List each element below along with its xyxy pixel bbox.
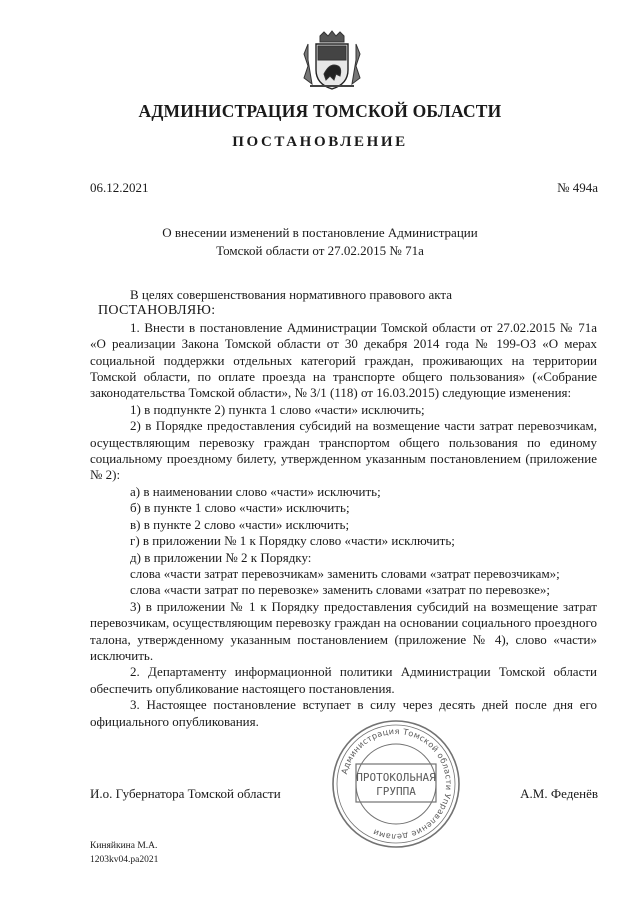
signatory-name: А.М. Феденёв (520, 786, 598, 801)
paragraph-1-2-b: б) в пункте 1 слово «части» исключить; (130, 500, 350, 516)
paragraph-1-2-a: а) в наименовании слово «части» исключить; (130, 483, 381, 499)
document-date: 06.12.2021 (90, 180, 149, 195)
paragraph-3: 3. Настоящее постановление вступает в силу через десять дней после дня его официального опубликования. (90, 697, 597, 729)
paragraph-1-2-d-2: слова «части затрат по перевозке» заменить словами «затрат по перевозке»; (130, 582, 551, 598)
paragraph-1-2-d-1: слова «части затрат перевозчикам» заменить словами «затрат перевозчикам»; (130, 565, 560, 581)
paragraph-2: 2. Департаменту информационной политики Администрации Томской области обеспечить опубликование настоящего постановления. (90, 664, 597, 696)
stamp-center-line-2: ГРУППА (376, 785, 416, 798)
subject-line-2: Томской области от 27.02.2015 № 71а (216, 243, 424, 258)
executor-file: 1203kv04.ра2021 (90, 855, 159, 865)
subject-line-1: О внесении изменений в постановление Администрации (162, 225, 478, 240)
executor-info (90, 839, 158, 867)
paragraph-1-2-g: г) в приложении № 1 к Порядку слово «части» исключить; (130, 533, 455, 549)
paragraph-1-2: 2) в Порядке предоставления субсидий на возмещение части затрат перевозчикам, осуществляющим перевозку граждан транспортом общего пользования по единому социальному проездному билету, утвержденном указанным постановлением (приложение № 2): (90, 418, 597, 483)
official-stamp (330, 718, 462, 850)
signatory-position: И.о. Губернатора Томской области (90, 786, 281, 801)
stamp-ring-text: Администрация Томской области Управление делами (339, 725, 455, 843)
intro-paragraph: В целях совершенствования нормативного правового акта (130, 287, 453, 302)
document-subject (0, 224, 640, 260)
document-number: № 494а (557, 180, 598, 195)
stamp-center-line-1: ПРОТОКОЛЬНАЯ (356, 771, 436, 784)
decree-word: ПОСТАНОВЛЯЮ: (98, 303, 216, 319)
paragraph-1: 1. Внести в постановление Администрации Томской области от 27.02.2015 № 71а «О реализации Закона Томской области от 30 декабря 2014 года № 199-ОЗ «О мерах социальной поддержки отдельных категорий граждан, проживающих на территории Томской области, по оплате проезда на транспорте общего пользования» («Собрание законодательства Томской области», № 3/1 (118) от 16.03.2015) следующие изменения: (90, 319, 597, 401)
paragraph-1-2-c: в) в пункте 2 слово «части» исключить; (130, 516, 350, 532)
executor-name: Киняйкина М.А. (90, 841, 158, 851)
paragraph-1-3: 3) в приложении № 1 к Порядку предоставления субсидий на возмещение затрат перевозчикам, осуществляющим перевозку граждан на основании социального проездного талона, утвержденному указанным постановлением (приложение № 4), слово «части» исключить. (90, 598, 597, 663)
paragraph-1-1: 1) в подпункте 2) пункта 1 слово «части» исключить; (130, 401, 425, 417)
document-body (90, 287, 597, 730)
document-type: ПОСТАНОВЛЕНИЕ (232, 134, 408, 150)
tomsk-coat-of-arms-icon (300, 30, 364, 92)
organization-title: АДМИНИСТРАЦИЯ ТОМСКОЙ ОБЛАСТИ (138, 101, 502, 121)
paragraph-1-2-d: д) в приложении № 2 к Порядку: (130, 549, 312, 565)
